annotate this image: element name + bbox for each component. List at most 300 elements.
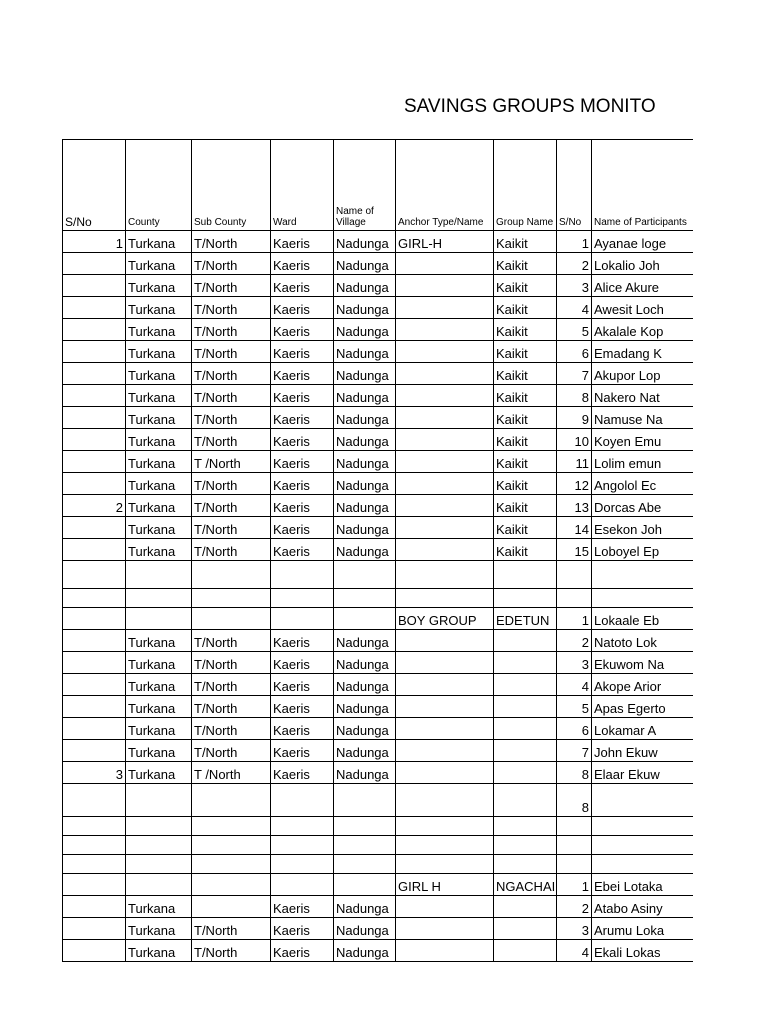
cell-group-name[interactable]: [494, 836, 557, 855]
cell-sub-county[interactable]: [192, 896, 271, 918]
cell-sub-county[interactable]: T /North: [192, 762, 271, 784]
cell-participant-name[interactable]: [592, 855, 693, 874]
cell-ward[interactable]: Kaeris: [271, 696, 334, 718]
cell-county[interactable]: Turkana: [126, 896, 192, 918]
cell-village[interactable]: Nadunga: [334, 473, 396, 495]
cell-county[interactable]: [126, 855, 192, 874]
cell-participant-name[interactable]: Loboyel Ep: [592, 539, 693, 561]
cell-county[interactable]: Turkana: [126, 539, 192, 561]
cell-participant-name[interactable]: Ayanae loge: [592, 231, 693, 253]
cell-anchor[interactable]: GIRL-H: [396, 231, 494, 253]
cell-village[interactable]: Nadunga: [334, 918, 396, 940]
cell-participant-sno[interactable]: 6: [557, 718, 592, 740]
cell-ward[interactable]: Kaeris: [271, 630, 334, 652]
cell-participant-sno[interactable]: 8: [557, 762, 592, 784]
cell-group-name[interactable]: [494, 589, 557, 608]
cell-participant-sno[interactable]: 8: [557, 784, 592, 817]
cell-county[interactable]: [126, 874, 192, 896]
header-participant-sno[interactable]: S/No: [557, 140, 592, 231]
cell-village[interactable]: Nadunga: [334, 319, 396, 341]
cell-participant-name[interactable]: [592, 836, 693, 855]
cell-anchor[interactable]: [396, 836, 494, 855]
cell-group-name[interactable]: Kaikit: [494, 407, 557, 429]
cell-sub-county[interactable]: T/North: [192, 539, 271, 561]
cell-group-name[interactable]: Kaikit: [494, 341, 557, 363]
cell-county[interactable]: Turkana: [126, 297, 192, 319]
cell-anchor[interactable]: [396, 696, 494, 718]
cell-ward[interactable]: Kaeris: [271, 319, 334, 341]
cell-ward[interactable]: Kaeris: [271, 495, 334, 517]
cell-sno[interactable]: [63, 918, 126, 940]
cell-anchor[interactable]: [396, 473, 494, 495]
cell-participant-sno[interactable]: 14: [557, 517, 592, 539]
cell-sno[interactable]: [63, 589, 126, 608]
cell-participant-name[interactable]: Awesit Loch: [592, 297, 693, 319]
cell-participant-sno[interactable]: 2: [557, 630, 592, 652]
cell-ward[interactable]: Kaeris: [271, 718, 334, 740]
cell-participant-sno[interactable]: 3: [557, 652, 592, 674]
cell-ward[interactable]: Kaeris: [271, 231, 334, 253]
cell-participant-name[interactable]: Lokaale Eb: [592, 608, 693, 630]
cell-participant-name[interactable]: Dorcas Abe: [592, 495, 693, 517]
cell-sno[interactable]: [63, 319, 126, 341]
cell-county[interactable]: [126, 608, 192, 630]
cell-group-name[interactable]: Kaikit: [494, 385, 557, 407]
cell-anchor[interactable]: [396, 561, 494, 589]
cell-participant-name[interactable]: [592, 589, 693, 608]
cell-sub-county[interactable]: T/North: [192, 385, 271, 407]
cell-sno[interactable]: [63, 896, 126, 918]
cell-participant-sno[interactable]: 6: [557, 341, 592, 363]
cell-sno[interactable]: [63, 561, 126, 589]
cell-anchor[interactable]: [396, 451, 494, 473]
header-sub-county[interactable]: Sub County: [192, 140, 271, 231]
cell-sno[interactable]: [63, 451, 126, 473]
cell-participant-sno[interactable]: 1: [557, 608, 592, 630]
cell-group-name[interactable]: Kaikit: [494, 319, 557, 341]
cell-group-name[interactable]: [494, 817, 557, 836]
cell-village[interactable]: Nadunga: [334, 630, 396, 652]
cell-group-name[interactable]: Kaikit: [494, 539, 557, 561]
cell-participant-sno[interactable]: 10: [557, 429, 592, 451]
cell-ward[interactable]: Kaeris: [271, 429, 334, 451]
cell-county[interactable]: Turkana: [126, 363, 192, 385]
cell-ward[interactable]: Kaeris: [271, 517, 334, 539]
cell-group-name[interactable]: Kaikit: [494, 517, 557, 539]
cell-anchor[interactable]: [396, 740, 494, 762]
cell-sub-county[interactable]: [192, 589, 271, 608]
cell-ward[interactable]: [271, 784, 334, 817]
cell-anchor[interactable]: GIRL H: [396, 874, 494, 896]
cell-anchor[interactable]: [396, 319, 494, 341]
cell-village[interactable]: [334, 589, 396, 608]
cell-anchor[interactable]: [396, 539, 494, 561]
cell-ward[interactable]: [271, 855, 334, 874]
cell-sub-county[interactable]: T/North: [192, 718, 271, 740]
cell-village[interactable]: Nadunga: [334, 940, 396, 962]
cell-participant-name[interactable]: Alice Akure: [592, 275, 693, 297]
cell-anchor[interactable]: [396, 341, 494, 363]
cell-sno[interactable]: [63, 473, 126, 495]
cell-group-name[interactable]: Kaikit: [494, 297, 557, 319]
cell-anchor[interactable]: [396, 674, 494, 696]
cell-group-name[interactable]: [494, 718, 557, 740]
cell-village[interactable]: Nadunga: [334, 231, 396, 253]
cell-group-name[interactable]: Kaikit: [494, 495, 557, 517]
cell-ward[interactable]: [271, 608, 334, 630]
cell-anchor[interactable]: [396, 918, 494, 940]
cell-village[interactable]: [334, 784, 396, 817]
cell-participant-name[interactable]: Akupor Lop: [592, 363, 693, 385]
cell-anchor[interactable]: [396, 762, 494, 784]
cell-participant-name[interactable]: Koyen Emu: [592, 429, 693, 451]
cell-county[interactable]: Turkana: [126, 473, 192, 495]
cell-sno[interactable]: [63, 718, 126, 740]
cell-sub-county[interactable]: T/North: [192, 231, 271, 253]
cell-participant-sno[interactable]: 3: [557, 918, 592, 940]
header-sno[interactable]: S/No: [63, 140, 126, 231]
cell-ward[interactable]: Kaeris: [271, 451, 334, 473]
cell-sub-county[interactable]: T/North: [192, 473, 271, 495]
cell-group-name[interactable]: Kaikit: [494, 231, 557, 253]
cell-village[interactable]: [334, 608, 396, 630]
cell-participant-sno[interactable]: 7: [557, 363, 592, 385]
cell-sub-county[interactable]: [192, 855, 271, 874]
cell-sub-county[interactable]: T/North: [192, 407, 271, 429]
cell-sub-county[interactable]: T/North: [192, 940, 271, 962]
cell-participant-sno[interactable]: 9: [557, 407, 592, 429]
cell-participant-sno[interactable]: 15: [557, 539, 592, 561]
cell-participant-sno[interactable]: [557, 561, 592, 589]
cell-county[interactable]: [126, 836, 192, 855]
cell-sub-county[interactable]: T/North: [192, 319, 271, 341]
cell-village[interactable]: Nadunga: [334, 539, 396, 561]
cell-village[interactable]: Nadunga: [334, 740, 396, 762]
cell-village[interactable]: [334, 855, 396, 874]
cell-sub-county[interactable]: T/North: [192, 341, 271, 363]
cell-participant-sno[interactable]: 3: [557, 275, 592, 297]
cell-participant-sno[interactable]: 2: [557, 896, 592, 918]
cell-participant-sno[interactable]: 1: [557, 874, 592, 896]
cell-sub-county[interactable]: T/North: [192, 630, 271, 652]
cell-participant-sno[interactable]: 1: [557, 231, 592, 253]
cell-ward[interactable]: Kaeris: [271, 253, 334, 275]
cell-ward[interactable]: [271, 836, 334, 855]
cell-county[interactable]: Turkana: [126, 652, 192, 674]
cell-sno[interactable]: [63, 874, 126, 896]
cell-sub-county[interactable]: T/North: [192, 652, 271, 674]
cell-village[interactable]: Nadunga: [334, 341, 396, 363]
cell-sno[interactable]: [63, 674, 126, 696]
cell-sno[interactable]: [63, 297, 126, 319]
cell-group-name[interactable]: Kaikit: [494, 429, 557, 451]
cell-sub-county[interactable]: T /North: [192, 451, 271, 473]
cell-county[interactable]: Turkana: [126, 517, 192, 539]
cell-participant-sno[interactable]: 5: [557, 696, 592, 718]
cell-group-name[interactable]: Kaikit: [494, 253, 557, 275]
cell-participant-sno[interactable]: 4: [557, 674, 592, 696]
cell-county[interactable]: Turkana: [126, 319, 192, 341]
cell-sub-county[interactable]: [192, 836, 271, 855]
cell-participant-name[interactable]: Namuse Na: [592, 407, 693, 429]
cell-ward[interactable]: Kaeris: [271, 652, 334, 674]
cell-group-name[interactable]: EDETUN: [494, 608, 557, 630]
cell-group-name[interactable]: [494, 630, 557, 652]
cell-county[interactable]: Turkana: [126, 495, 192, 517]
cell-participant-sno[interactable]: 4: [557, 297, 592, 319]
header-village[interactable]: Name of Village: [334, 140, 396, 231]
cell-ward[interactable]: Kaeris: [271, 539, 334, 561]
cell-anchor[interactable]: [396, 275, 494, 297]
cell-participant-name[interactable]: Nakero Nat: [592, 385, 693, 407]
cell-village[interactable]: Nadunga: [334, 297, 396, 319]
cell-sno[interactable]: 3: [63, 762, 126, 784]
cell-sub-county[interactable]: [192, 561, 271, 589]
cell-sno[interactable]: [63, 517, 126, 539]
cell-county[interactable]: Turkana: [126, 918, 192, 940]
cell-county[interactable]: Turkana: [126, 407, 192, 429]
cell-group-name[interactable]: [494, 940, 557, 962]
cell-sno[interactable]: [63, 630, 126, 652]
cell-village[interactable]: Nadunga: [334, 674, 396, 696]
cell-group-name[interactable]: [494, 784, 557, 817]
cell-participant-name[interactable]: Esekon Joh: [592, 517, 693, 539]
cell-sub-county[interactable]: [192, 608, 271, 630]
header-participant-name[interactable]: Name of Participants: [592, 140, 693, 231]
cell-sno[interactable]: [63, 363, 126, 385]
cell-participant-name[interactable]: Akalale Kop: [592, 319, 693, 341]
cell-village[interactable]: Nadunga: [334, 696, 396, 718]
cell-ward[interactable]: Kaeris: [271, 896, 334, 918]
cell-sno[interactable]: [63, 407, 126, 429]
cell-group-name[interactable]: [494, 762, 557, 784]
header-group-name[interactable]: Group Name: [494, 140, 557, 231]
cell-village[interactable]: Nadunga: [334, 385, 396, 407]
cell-county[interactable]: Turkana: [126, 385, 192, 407]
cell-village[interactable]: [334, 836, 396, 855]
cell-ward[interactable]: [271, 817, 334, 836]
cell-participant-sno[interactable]: 4: [557, 940, 592, 962]
cell-county[interactable]: Turkana: [126, 341, 192, 363]
cell-county[interactable]: Turkana: [126, 231, 192, 253]
cell-ward[interactable]: Kaeris: [271, 674, 334, 696]
cell-group-name[interactable]: Kaikit: [494, 451, 557, 473]
cell-sub-county[interactable]: [192, 874, 271, 896]
cell-county[interactable]: Turkana: [126, 762, 192, 784]
cell-village[interactable]: Nadunga: [334, 495, 396, 517]
cell-ward[interactable]: Kaeris: [271, 940, 334, 962]
cell-anchor[interactable]: [396, 718, 494, 740]
cell-anchor[interactable]: [396, 385, 494, 407]
cell-participant-name[interactable]: Lokamar A: [592, 718, 693, 740]
cell-participant-name[interactable]: Lolim emun: [592, 451, 693, 473]
cell-county[interactable]: Turkana: [126, 940, 192, 962]
header-ward[interactable]: Ward: [271, 140, 334, 231]
cell-ward[interactable]: Kaeris: [271, 762, 334, 784]
cell-sno[interactable]: [63, 817, 126, 836]
cell-group-name[interactable]: [494, 918, 557, 940]
cell-anchor[interactable]: [396, 253, 494, 275]
cell-anchor[interactable]: [396, 855, 494, 874]
cell-anchor[interactable]: [396, 407, 494, 429]
cell-ward[interactable]: Kaeris: [271, 407, 334, 429]
cell-sno[interactable]: [63, 652, 126, 674]
cell-sub-county[interactable]: T/North: [192, 429, 271, 451]
cell-village[interactable]: [334, 817, 396, 836]
cell-participant-sno[interactable]: 7: [557, 740, 592, 762]
cell-sno[interactable]: [63, 539, 126, 561]
cell-participant-sno[interactable]: [557, 836, 592, 855]
cell-county[interactable]: Turkana: [126, 718, 192, 740]
cell-village[interactable]: Nadunga: [334, 363, 396, 385]
cell-ward[interactable]: Kaeris: [271, 275, 334, 297]
cell-anchor[interactable]: [396, 652, 494, 674]
cell-sub-county[interactable]: T/North: [192, 275, 271, 297]
cell-sub-county[interactable]: T/North: [192, 517, 271, 539]
cell-anchor[interactable]: [396, 363, 494, 385]
cell-participant-name[interactable]: [592, 817, 693, 836]
cell-sno[interactable]: [63, 275, 126, 297]
cell-sub-county[interactable]: T/North: [192, 363, 271, 385]
cell-participant-sno[interactable]: [557, 589, 592, 608]
cell-sno[interactable]: [63, 696, 126, 718]
cell-participant-name[interactable]: Akope Arior: [592, 674, 693, 696]
cell-sub-county[interactable]: T/North: [192, 740, 271, 762]
cell-sub-county[interactable]: T/North: [192, 696, 271, 718]
cell-ward[interactable]: Kaeris: [271, 363, 334, 385]
cell-sno[interactable]: [63, 740, 126, 762]
cell-participant-sno[interactable]: [557, 817, 592, 836]
cell-participant-name[interactable]: John Ekuw: [592, 740, 693, 762]
cell-county[interactable]: Turkana: [126, 451, 192, 473]
cell-group-name[interactable]: [494, 896, 557, 918]
cell-participant-name[interactable]: Ebei Lotaka: [592, 874, 693, 896]
cell-village[interactable]: [334, 561, 396, 589]
cell-sno[interactable]: [63, 836, 126, 855]
cell-anchor[interactable]: [396, 297, 494, 319]
cell-sub-county[interactable]: [192, 784, 271, 817]
cell-ward[interactable]: Kaeris: [271, 297, 334, 319]
cell-ward[interactable]: Kaeris: [271, 385, 334, 407]
cell-village[interactable]: [334, 874, 396, 896]
cell-anchor[interactable]: [396, 896, 494, 918]
cell-group-name[interactable]: Kaikit: [494, 473, 557, 495]
cell-sno[interactable]: 2: [63, 495, 126, 517]
cell-county[interactable]: Turkana: [126, 253, 192, 275]
cell-village[interactable]: Nadunga: [334, 718, 396, 740]
cell-county[interactable]: [126, 589, 192, 608]
cell-village[interactable]: Nadunga: [334, 762, 396, 784]
cell-participant-name[interactable]: Atabo Asiny: [592, 896, 693, 918]
cell-sno[interactable]: [63, 608, 126, 630]
cell-county[interactable]: Turkana: [126, 674, 192, 696]
cell-ward[interactable]: [271, 874, 334, 896]
cell-sno[interactable]: [63, 429, 126, 451]
cell-sno[interactable]: 1: [63, 231, 126, 253]
cell-participant-name[interactable]: Natoto Lok: [592, 630, 693, 652]
cell-anchor[interactable]: [396, 589, 494, 608]
cell-participant-name[interactable]: Apas Egerto: [592, 696, 693, 718]
cell-participant-name[interactable]: [592, 784, 693, 817]
cell-village[interactable]: Nadunga: [334, 429, 396, 451]
header-county[interactable]: County: [126, 140, 192, 231]
cell-county[interactable]: [126, 784, 192, 817]
cell-ward[interactable]: Kaeris: [271, 740, 334, 762]
cell-participant-name[interactable]: Angolol Ec: [592, 473, 693, 495]
cell-sub-county[interactable]: [192, 817, 271, 836]
cell-participant-sno[interactable]: [557, 855, 592, 874]
cell-ward[interactable]: Kaeris: [271, 473, 334, 495]
cell-sub-county[interactable]: T/North: [192, 674, 271, 696]
cell-ward[interactable]: [271, 589, 334, 608]
cell-sno[interactable]: [63, 341, 126, 363]
header-anchor[interactable]: Anchor Type/Name: [396, 140, 494, 231]
cell-county[interactable]: Turkana: [126, 696, 192, 718]
cell-anchor[interactable]: BOY GROUP: [396, 608, 494, 630]
cell-sno[interactable]: [63, 385, 126, 407]
cell-village[interactable]: Nadunga: [334, 451, 396, 473]
cell-group-name[interactable]: Kaikit: [494, 363, 557, 385]
cell-sno[interactable]: [63, 784, 126, 817]
cell-county[interactable]: Turkana: [126, 429, 192, 451]
cell-participant-name[interactable]: Ekali Lokas: [592, 940, 693, 962]
cell-ward[interactable]: Kaeris: [271, 341, 334, 363]
cell-ward[interactable]: Kaeris: [271, 918, 334, 940]
cell-county[interactable]: Turkana: [126, 740, 192, 762]
cell-sub-county[interactable]: T/North: [192, 253, 271, 275]
cell-anchor[interactable]: [396, 784, 494, 817]
cell-group-name[interactable]: [494, 740, 557, 762]
cell-sub-county[interactable]: T/North: [192, 918, 271, 940]
cell-participant-name[interactable]: Emadang K: [592, 341, 693, 363]
cell-group-name[interactable]: Kaikit: [494, 275, 557, 297]
cell-village[interactable]: Nadunga: [334, 517, 396, 539]
cell-county[interactable]: [126, 817, 192, 836]
cell-group-name[interactable]: [494, 674, 557, 696]
cell-participant-sno[interactable]: 5: [557, 319, 592, 341]
cell-village[interactable]: Nadunga: [334, 275, 396, 297]
cell-village[interactable]: Nadunga: [334, 896, 396, 918]
cell-village[interactable]: Nadunga: [334, 253, 396, 275]
cell-sno[interactable]: [63, 855, 126, 874]
cell-participant-name[interactable]: [592, 561, 693, 589]
cell-group-name[interactable]: [494, 855, 557, 874]
cell-group-name[interactable]: [494, 561, 557, 589]
cell-sno[interactable]: [63, 253, 126, 275]
cell-participant-sno[interactable]: 8: [557, 385, 592, 407]
cell-participant-name[interactable]: Lokalio Joh: [592, 253, 693, 275]
cell-participant-sno[interactable]: 12: [557, 473, 592, 495]
cell-county[interactable]: Turkana: [126, 275, 192, 297]
cell-participant-sno[interactable]: 13: [557, 495, 592, 517]
cell-anchor[interactable]: [396, 817, 494, 836]
cell-anchor[interactable]: [396, 940, 494, 962]
cell-group-name[interactable]: [494, 652, 557, 674]
cell-sno[interactable]: [63, 940, 126, 962]
cell-anchor[interactable]: [396, 495, 494, 517]
cell-sub-county[interactable]: T/North: [192, 495, 271, 517]
cell-anchor[interactable]: [396, 429, 494, 451]
cell-anchor[interactable]: [396, 630, 494, 652]
cell-county[interactable]: [126, 561, 192, 589]
cell-participant-name[interactable]: Elaar Ekuw: [592, 762, 693, 784]
cell-group-name[interactable]: [494, 696, 557, 718]
cell-participant-sno[interactable]: 2: [557, 253, 592, 275]
cell-village[interactable]: Nadunga: [334, 407, 396, 429]
cell-participant-sno[interactable]: 11: [557, 451, 592, 473]
cell-ward[interactable]: [271, 561, 334, 589]
cell-group-name[interactable]: NGACHAI: [494, 874, 557, 896]
